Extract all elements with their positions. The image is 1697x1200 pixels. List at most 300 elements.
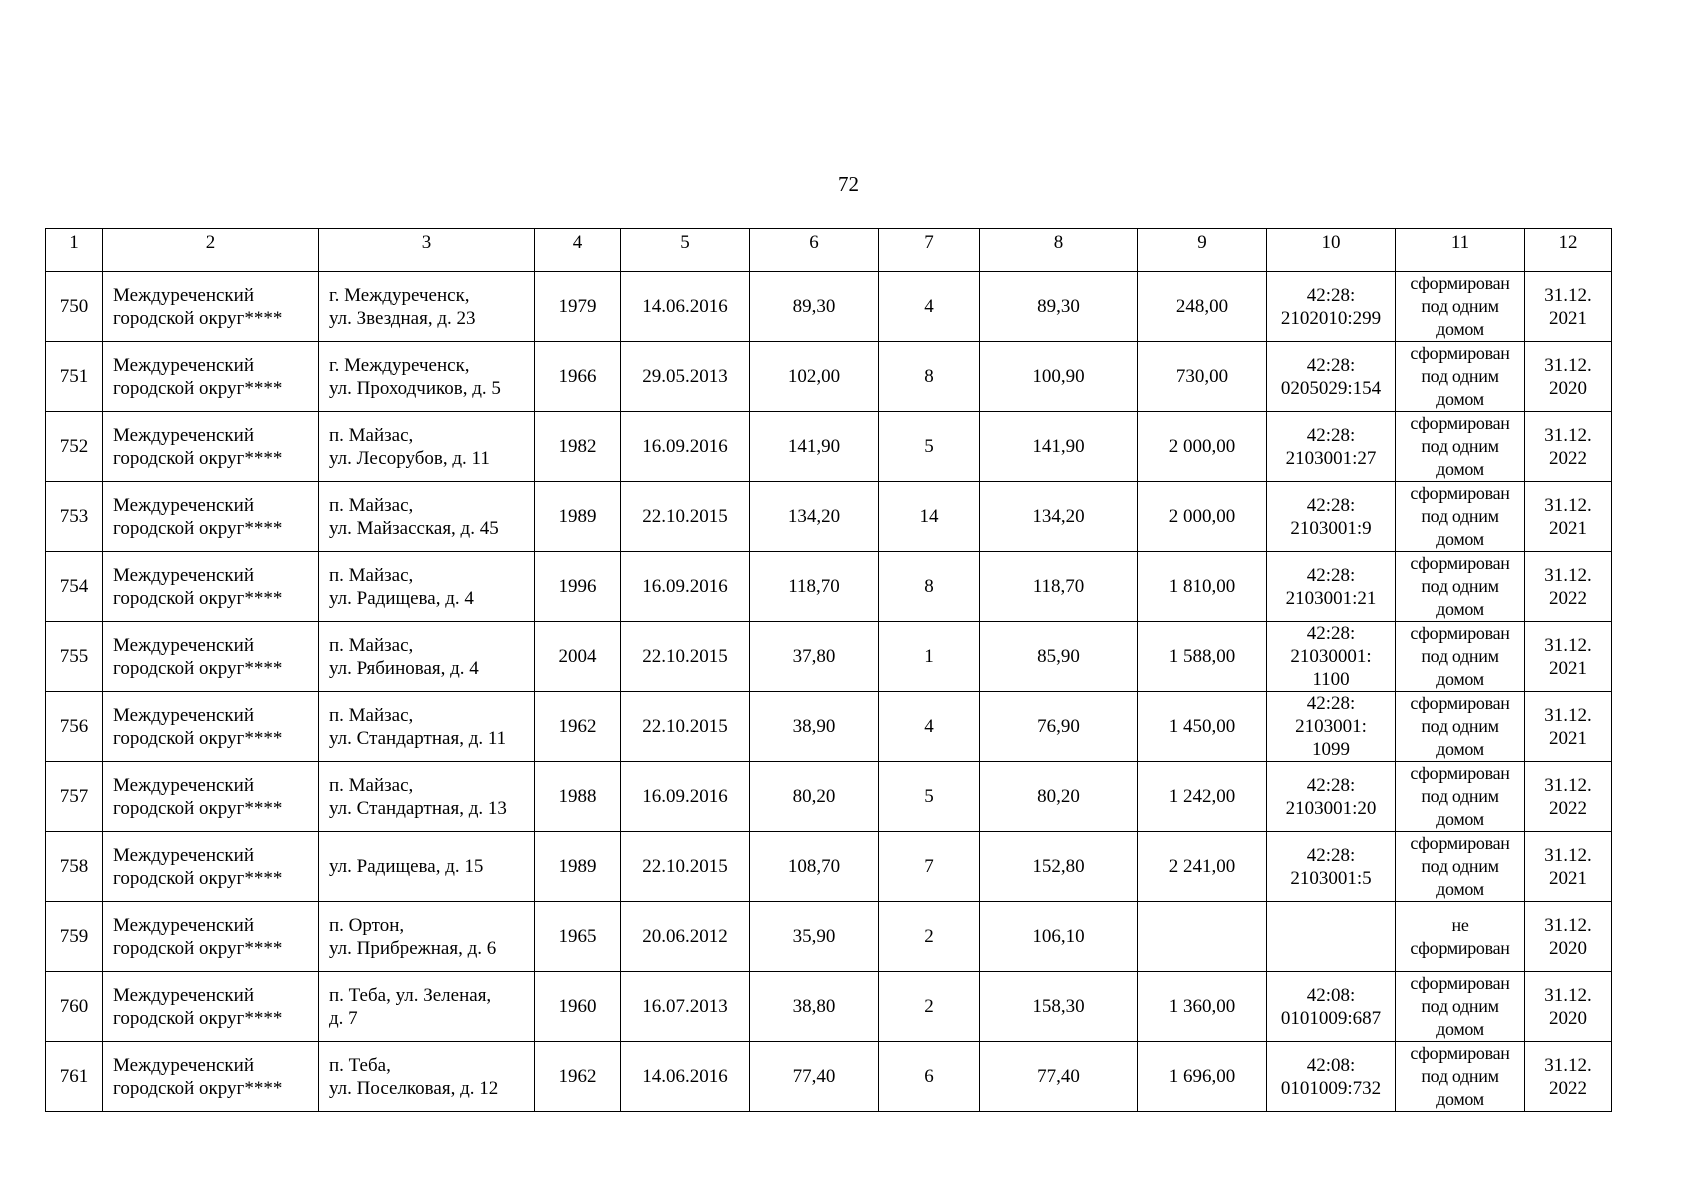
row-number-text: 750 xyxy=(59,296,89,317)
municipality-cell-text: Междуреченский городской округ**** xyxy=(113,354,283,399)
status-cell-text: сформирован под одним домом xyxy=(1410,483,1510,549)
municipality-cell xyxy=(103,972,319,1042)
value-cell-9 xyxy=(1138,902,1267,972)
cadastre-number-cell xyxy=(1267,412,1396,482)
column-number: 10 xyxy=(1267,229,1396,272)
value-cell-7-text: 1 xyxy=(924,646,934,667)
address-cell xyxy=(319,902,535,972)
value-cell-7 xyxy=(879,972,980,1042)
table-row xyxy=(46,272,1612,342)
table-row xyxy=(46,552,1612,622)
value-cell-7-text: 8 xyxy=(924,576,934,597)
address-cell-text: ул. Радищева, д. 15 xyxy=(329,856,484,877)
status-cell xyxy=(1396,1042,1525,1112)
value-cell-8 xyxy=(980,762,1138,832)
build-year-cell xyxy=(535,972,621,1042)
build-year-cell xyxy=(535,832,621,902)
value-cell-9-text: 1 450,00 xyxy=(1168,716,1236,737)
cadastre-number-cell-text: 42:28: 2103001:20 xyxy=(1285,774,1377,819)
deadline-cell-text: 31.12. 2020 xyxy=(1544,914,1592,959)
deadline-cell-text: 31.12. 2022 xyxy=(1544,1054,1592,1099)
value-cell-6-text: 77,40 xyxy=(792,1066,836,1087)
value-cell-8-text: 134,20 xyxy=(1032,506,1085,527)
deadline-cell xyxy=(1525,1042,1612,1112)
value-cell-8 xyxy=(980,692,1138,762)
value-cell-9 xyxy=(1138,972,1267,1042)
address-cell-text: п. Майзас, ул. Майзасская, д. 45 xyxy=(329,494,499,539)
column-number: 7 xyxy=(879,229,980,272)
value-cell-7 xyxy=(879,342,980,412)
status-cell-text: сформирован под одним домом xyxy=(1410,553,1510,619)
date-cell-text: 29.05.2013 xyxy=(642,366,728,387)
deadline-cell xyxy=(1525,902,1612,972)
address-cell xyxy=(319,1042,535,1112)
value-cell-8-text: 80,20 xyxy=(1037,786,1080,807)
municipality-cell xyxy=(103,1042,319,1112)
status-cell-text: сформирован под одним домом xyxy=(1410,413,1510,479)
cadastre-number-cell-text: 42:08: 0101009:732 xyxy=(1280,1054,1382,1099)
row-number-text: 755 xyxy=(59,646,89,667)
build-year-cell xyxy=(535,342,621,412)
value-cell-9 xyxy=(1138,832,1267,902)
date-cell-text: 22.10.2015 xyxy=(642,506,728,527)
row-number xyxy=(46,482,103,552)
municipality-cell xyxy=(103,272,319,342)
value-cell-6-text: 38,90 xyxy=(792,716,836,737)
address-cell xyxy=(319,762,535,832)
municipality-cell xyxy=(103,692,319,762)
build-year-cell-text: 1989 xyxy=(558,856,597,877)
value-cell-7 xyxy=(879,412,980,482)
cadastre-number-cell xyxy=(1267,552,1396,622)
date-cell xyxy=(621,832,750,902)
value-cell-9-text: 1 360,00 xyxy=(1168,996,1236,1017)
row-number-text: 756 xyxy=(59,716,89,737)
cadastre-number-cell xyxy=(1267,832,1396,902)
cadastre-number-cell xyxy=(1267,692,1396,762)
date-cell xyxy=(621,342,750,412)
column-number: 1 xyxy=(46,229,103,272)
column-number: 11 xyxy=(1396,229,1525,272)
value-cell-6 xyxy=(750,552,879,622)
column-number: 3 xyxy=(319,229,535,272)
column-number: 5 xyxy=(621,229,750,272)
cadastre-number-cell-text: 42:28: 2103001: 1099 xyxy=(1295,693,1367,760)
value-cell-7 xyxy=(879,1042,980,1112)
date-cell xyxy=(621,272,750,342)
address-cell xyxy=(319,412,535,482)
status-cell xyxy=(1396,902,1525,972)
municipality-cell-text: Междуреченский городской округ**** xyxy=(113,424,283,469)
value-cell-6 xyxy=(750,972,879,1042)
build-year-cell xyxy=(535,412,621,482)
municipality-cell-text: Междуреченский городской округ**** xyxy=(113,984,283,1029)
status-cell-text: сформирован под одним домом xyxy=(1410,973,1510,1039)
build-year-cell-text: 1979 xyxy=(558,296,597,317)
cadastre-number-cell xyxy=(1267,342,1396,412)
value-cell-7-text: 4 xyxy=(924,296,934,317)
date-cell xyxy=(621,692,750,762)
value-cell-8 xyxy=(980,272,1138,342)
table-row xyxy=(46,902,1612,972)
value-cell-8-text: 76,90 xyxy=(1037,716,1080,737)
column-number: 2 xyxy=(103,229,319,272)
date-cell xyxy=(621,1042,750,1112)
column-number-row xyxy=(46,229,1612,272)
value-cell-6 xyxy=(750,902,879,972)
value-cell-8 xyxy=(980,1042,1138,1112)
date-cell xyxy=(621,972,750,1042)
value-cell-6-text: 35,90 xyxy=(792,926,836,947)
address-cell xyxy=(319,832,535,902)
address-cell-text: п. Ортон, ул. Прибрежная, д. 6 xyxy=(329,914,497,959)
deadline-cell-text: 31.12. 2022 xyxy=(1544,424,1592,469)
value-cell-9-text: 2 000,00 xyxy=(1168,436,1236,457)
build-year-cell-text: 1996 xyxy=(558,576,597,597)
value-cell-6-text: 118,70 xyxy=(788,576,840,597)
date-cell xyxy=(621,762,750,832)
value-cell-9-text: 1 696,00 xyxy=(1168,1066,1236,1087)
deadline-cell-text: 31.12. 2020 xyxy=(1544,354,1592,399)
value-cell-8 xyxy=(980,482,1138,552)
cadastre-number-cell-text: 42:28: 21030001: 1100 xyxy=(1290,623,1372,690)
municipality-cell xyxy=(103,482,319,552)
cadastre-number-cell xyxy=(1267,622,1396,692)
value-cell-6-text: 141,90 xyxy=(787,436,841,457)
value-cell-7 xyxy=(879,552,980,622)
value-cell-8-text: 118,70 xyxy=(1032,576,1085,597)
deadline-cell xyxy=(1525,482,1612,552)
date-cell-text: 16.09.2016 xyxy=(642,436,728,457)
build-year-cell xyxy=(535,622,621,692)
address-cell-text: п. Майзас, ул. Рябиновая, д. 4 xyxy=(329,634,479,679)
value-cell-9 xyxy=(1138,622,1267,692)
value-cell-7-text: 6 xyxy=(924,1066,934,1087)
municipality-cell-text: Междуреченский городской округ**** xyxy=(113,704,283,749)
table-row xyxy=(46,692,1612,762)
row-number xyxy=(46,342,103,412)
value-cell-7 xyxy=(879,902,980,972)
value-cell-7-text: 7 xyxy=(924,856,934,877)
cadastre-number-cell-text: 42:28: 2103001:9 xyxy=(1290,494,1372,539)
municipality-cell-text: Междуреченский городской округ**** xyxy=(113,284,283,329)
cadastre-number-cell xyxy=(1267,762,1396,832)
value-cell-9 xyxy=(1138,762,1267,832)
value-cell-7-text: 8 xyxy=(924,366,934,387)
address-cell-text: п. Майзас, ул. Стандартная, д. 11 xyxy=(329,704,507,749)
value-cell-6-text: 102,00 xyxy=(787,366,841,387)
date-cell-text: 20.06.2012 xyxy=(642,926,728,947)
address-cell xyxy=(319,692,535,762)
table-row xyxy=(46,622,1612,692)
deadline-cell xyxy=(1525,972,1612,1042)
status-cell xyxy=(1396,272,1525,342)
value-cell-6 xyxy=(750,1042,879,1112)
build-year-cell xyxy=(535,1042,621,1112)
value-cell-6-text: 37,80 xyxy=(792,646,836,667)
status-cell xyxy=(1396,412,1525,482)
value-cell-8-text: 152,80 xyxy=(1032,856,1085,877)
value-cell-7 xyxy=(879,692,980,762)
row-number xyxy=(46,552,103,622)
value-cell-9 xyxy=(1138,342,1267,412)
deadline-cell-text: 31.12. 2022 xyxy=(1544,564,1592,609)
build-year-cell xyxy=(535,902,621,972)
status-cell xyxy=(1396,552,1525,622)
value-cell-8 xyxy=(980,552,1138,622)
row-number xyxy=(46,272,103,342)
deadline-cell xyxy=(1525,692,1612,762)
address-cell xyxy=(319,272,535,342)
value-cell-6 xyxy=(750,832,879,902)
date-cell xyxy=(621,412,750,482)
column-number: 6 xyxy=(750,229,879,272)
status-cell xyxy=(1396,342,1525,412)
date-cell xyxy=(621,622,750,692)
address-cell-text: п. Майзас, ул. Стандартная, д. 13 xyxy=(329,774,507,819)
status-cell-text: сформирован под одним домом xyxy=(1410,273,1510,339)
address-cell xyxy=(319,622,535,692)
value-cell-7-text: 2 xyxy=(924,996,934,1017)
value-cell-8 xyxy=(980,622,1138,692)
value-cell-9-text: 1 242,00 xyxy=(1168,786,1236,807)
status-cell xyxy=(1396,692,1525,762)
build-year-cell-text: 1982 xyxy=(558,436,597,457)
deadline-cell-text: 31.12. 2021 xyxy=(1544,634,1592,679)
table-row xyxy=(46,482,1612,552)
value-cell-8-text: 77,40 xyxy=(1037,1066,1080,1087)
address-cell-text: п. Теба, ул. Поселковая, д. 12 xyxy=(329,1054,499,1099)
address-cell xyxy=(319,972,535,1042)
cadastre-number-cell-text: 42:28: 2103001:27 xyxy=(1285,424,1377,469)
address-cell xyxy=(319,552,535,622)
value-cell-6-text: 134,20 xyxy=(787,506,841,527)
build-year-cell xyxy=(535,272,621,342)
value-cell-9-text: 1 810,00 xyxy=(1168,576,1236,597)
deadline-cell-text: 31.12. 2021 xyxy=(1544,284,1592,329)
municipality-cell-text: Междуреченский городской округ**** xyxy=(113,564,283,609)
date-cell-text: 16.09.2016 xyxy=(642,576,728,597)
date-cell xyxy=(621,482,750,552)
row-number xyxy=(46,902,103,972)
deadline-cell xyxy=(1525,412,1612,482)
deadline-cell-text: 31.12. 2021 xyxy=(1544,704,1592,749)
value-cell-7 xyxy=(879,762,980,832)
municipality-cell xyxy=(103,622,319,692)
cadastre-number-cell-text: 42:08: 0101009:687 xyxy=(1280,984,1382,1029)
deadline-cell-text: 31.12. 2021 xyxy=(1544,844,1592,889)
municipality-cell xyxy=(103,902,319,972)
row-number xyxy=(46,692,103,762)
row-number-text: 753 xyxy=(59,506,89,527)
value-cell-6-text: 80,20 xyxy=(792,786,836,807)
cadastre-number-cell xyxy=(1267,1042,1396,1112)
status-cell xyxy=(1396,832,1525,902)
row-number-text: 760 xyxy=(59,996,89,1017)
date-cell-text: 14.06.2016 xyxy=(642,1066,728,1087)
address-cell-text: г. Междуреченск, ул. Звездная, д. 23 xyxy=(329,284,476,329)
status-cell xyxy=(1396,622,1525,692)
build-year-cell-text: 1962 xyxy=(558,716,597,737)
build-year-cell-text: 1962 xyxy=(558,1066,597,1087)
status-cell-text: сформирован под одним домом xyxy=(1410,693,1510,759)
value-cell-9-text: 1 588,00 xyxy=(1168,646,1236,667)
row-number-text: 752 xyxy=(59,436,89,457)
row-number-text: 759 xyxy=(59,926,89,947)
date-cell-text: 14.06.2016 xyxy=(642,296,728,317)
value-cell-7-text: 5 xyxy=(924,786,934,807)
status-cell-text: сформирован под одним домом xyxy=(1410,623,1510,689)
build-year-cell xyxy=(535,692,621,762)
value-cell-9-text: 2 241,00 xyxy=(1168,856,1236,877)
value-cell-6-text: 89,30 xyxy=(792,296,836,317)
value-cell-7 xyxy=(879,622,980,692)
status-cell-text: сформирован под одним домом xyxy=(1410,1043,1510,1109)
value-cell-8-text: 85,90 xyxy=(1037,646,1080,667)
build-year-cell-text: 1966 xyxy=(558,366,597,387)
value-cell-6 xyxy=(750,692,879,762)
cadastre-number-cell xyxy=(1267,902,1396,972)
cadastre-number-cell xyxy=(1267,482,1396,552)
municipality-cell xyxy=(103,762,319,832)
status-cell-text: не сформирован xyxy=(1410,914,1510,958)
municipality-cell-text: Междуреченский городской округ**** xyxy=(113,774,283,819)
municipality-cell-text: Междуреченский городской округ**** xyxy=(113,634,283,679)
value-cell-7 xyxy=(879,272,980,342)
table-row xyxy=(46,832,1612,902)
row-number xyxy=(46,832,103,902)
row-number xyxy=(46,972,103,1042)
municipality-cell-text: Междуреченский городской округ**** xyxy=(113,914,283,959)
value-cell-9 xyxy=(1138,1042,1267,1112)
value-cell-8-text: 89,30 xyxy=(1037,296,1080,317)
status-cell xyxy=(1396,762,1525,832)
municipality-cell xyxy=(103,342,319,412)
value-cell-7-text: 5 xyxy=(924,436,934,457)
date-cell-text: 22.10.2015 xyxy=(642,856,728,877)
value-cell-9-text: 2 000,00 xyxy=(1168,506,1236,527)
value-cell-7 xyxy=(879,832,980,902)
row-number-text: 758 xyxy=(59,856,89,877)
address-cell xyxy=(319,342,535,412)
deadline-cell-text: 31.12. 2020 xyxy=(1544,984,1592,1029)
status-cell xyxy=(1396,972,1525,1042)
municipality-cell xyxy=(103,832,319,902)
value-cell-6-text: 108,70 xyxy=(787,856,841,877)
row-number-text: 761 xyxy=(59,1066,89,1087)
value-cell-8 xyxy=(980,832,1138,902)
column-number: 4 xyxy=(535,229,621,272)
municipality-cell xyxy=(103,552,319,622)
build-year-cell-text: 2004 xyxy=(558,646,597,667)
build-year-cell-text: 1960 xyxy=(558,996,597,1017)
municipality-cell-text: Междуреченский городской округ**** xyxy=(113,844,283,889)
value-cell-8 xyxy=(980,972,1138,1042)
row-number xyxy=(46,762,103,832)
date-cell-text: 22.10.2015 xyxy=(642,716,728,737)
value-cell-6-text: 38,80 xyxy=(792,996,836,1017)
deadline-cell-text: 31.12. 2021 xyxy=(1544,494,1592,539)
date-cell xyxy=(621,552,750,622)
deadline-cell xyxy=(1525,342,1612,412)
status-cell xyxy=(1396,482,1525,552)
deadline-cell xyxy=(1525,272,1612,342)
row-number xyxy=(46,622,103,692)
deadline-cell xyxy=(1525,762,1612,832)
value-cell-8-text: 141,90 xyxy=(1032,436,1085,457)
deadline-cell xyxy=(1525,552,1612,622)
row-number-text: 757 xyxy=(59,786,89,807)
address-cell-text: п. Майзас, ул. Лесорубов, д. 11 xyxy=(329,424,490,469)
value-cell-6 xyxy=(750,412,879,482)
address-cell-text: г. Междуреченск, ул. Проходчиков, д. 5 xyxy=(329,354,501,399)
value-cell-6 xyxy=(750,342,879,412)
housing-registry-table xyxy=(45,228,1612,1112)
column-number: 12 xyxy=(1525,229,1612,272)
value-cell-8 xyxy=(980,342,1138,412)
value-cell-9 xyxy=(1138,482,1267,552)
municipality-cell-text: Междуреченский городской округ**** xyxy=(113,494,283,539)
value-cell-9-text: 730,00 xyxy=(1175,366,1229,387)
build-year-cell-text: 1988 xyxy=(558,786,597,807)
build-year-cell-text: 1989 xyxy=(558,506,597,527)
value-cell-8-text: 100,90 xyxy=(1032,366,1085,387)
value-cell-7-text: 2 xyxy=(924,926,934,947)
column-number: 8 xyxy=(980,229,1138,272)
deadline-cell xyxy=(1525,622,1612,692)
row-number-text: 754 xyxy=(59,576,89,597)
build-year-cell xyxy=(535,482,621,552)
value-cell-6 xyxy=(750,272,879,342)
value-cell-7-text: 14 xyxy=(919,506,939,527)
value-cell-9 xyxy=(1138,692,1267,762)
build-year-cell-text: 1965 xyxy=(558,926,597,947)
value-cell-8 xyxy=(980,902,1138,972)
status-cell-text: сформирован под одним домом xyxy=(1410,763,1510,829)
cadastre-number-cell xyxy=(1267,272,1396,342)
value-cell-8 xyxy=(980,412,1138,482)
value-cell-6 xyxy=(750,622,879,692)
page-number: 72 xyxy=(838,172,859,196)
cadastre-number-cell-text: 42:28: 2103001:5 xyxy=(1290,844,1372,889)
status-cell-text: сформирован под одним домом xyxy=(1410,833,1510,899)
value-cell-6 xyxy=(750,482,879,552)
build-year-cell xyxy=(535,762,621,832)
value-cell-9 xyxy=(1138,412,1267,482)
municipality-cell-text: Междуреченский городской округ**** xyxy=(113,1054,283,1099)
date-cell-text: 22.10.2015 xyxy=(642,646,728,667)
municipality-cell xyxy=(103,412,319,482)
table-row xyxy=(46,762,1612,832)
value-cell-8-text: 106,10 xyxy=(1032,926,1085,947)
value-cell-6 xyxy=(750,762,879,832)
build-year-cell xyxy=(535,552,621,622)
cadastre-number-cell-text: 42:28: 2102010:299 xyxy=(1280,284,1382,329)
date-cell-text: 16.07.2013 xyxy=(642,996,728,1017)
address-cell xyxy=(319,482,535,552)
value-cell-9 xyxy=(1138,272,1267,342)
value-cell-7-text: 4 xyxy=(924,716,934,737)
column-number: 9 xyxy=(1138,229,1267,272)
row-number xyxy=(46,412,103,482)
address-cell-text: п. Майзас, ул. Радищева, д. 4 xyxy=(329,564,474,609)
address-cell-text: п. Теба, ул. Зеленая, д. 7 xyxy=(329,984,492,1029)
row-number-text: 751 xyxy=(59,366,89,387)
table-row xyxy=(46,342,1612,412)
value-cell-9 xyxy=(1138,552,1267,622)
table-row xyxy=(46,1042,1612,1112)
deadline-cell-text: 31.12. 2022 xyxy=(1544,774,1592,819)
